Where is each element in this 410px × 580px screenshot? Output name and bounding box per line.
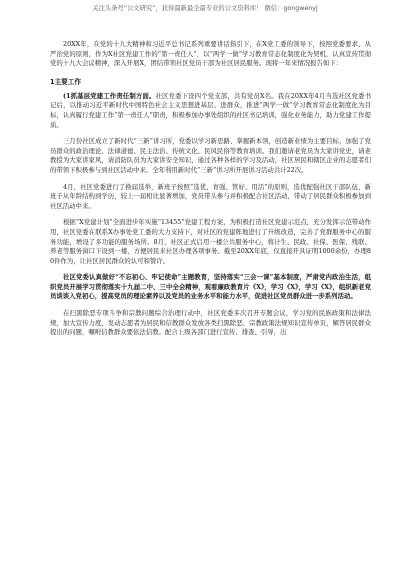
page-header-note: 关注头条号“公文研究”，获得最新最全最专业的公文资料库！ 微信：gongwenyj — [92, 5, 318, 12]
intro-paragraph: 20XX年，在党的十九大精神和习近平总书记系列重要讲话指引下，在X党工委的领导下，按照党委要求、从严治党的原则，作为X社区党建工作的“第一责任人”，以“两学一做”学习教育常态化制度化为契机，认真宣传贯彻党的十九大会议精神，深入开展X，团结带领社区党员干部为社区居民服务。现将一年来情况报告如下： — [50, 40, 371, 68]
paragraph-lecture-hall: 三月份社区成立了新时代“三新”讲习所，党委以学习新思路、掌握新本领，创造新业绩为主要目标，加强了党员群众的政治理论、法律道德、民主法治、传统文化、民风民俗等教育培训。我们邀请老党员为大家讲党史，请老教授为大家讲家风，请消防队员为大家讲安全知识，通过各种各样的学习及活动，社区居民和辖区企业的志愿者们的带领下积极参与到社区活动中来。全年利用新时代“三新”讲习所开展讲习活动共计22次。 — [50, 137, 371, 174]
paragraph-service-center: 根据“X党建计划”全面进步年实施“13455”党建工程方案，为积极打造社区党建示范点，充分发挥示范带动作用，社区党委在联系X办事处党工委的大力支持下，对社区的党建阵地进行了升级改造，完善了党群服务中心的服务功能，增设了多功能的服务场所。8月，社区正式启用一楼公共服务中心，将计生、民政、社保、医保、残联、养老等服务窗口下设到一楼，方便居民来社区办理各项事务。截至20XX年底，仅直接开具证明1000余份，办理80件作为，让社区居民群众的认可和赞许。 — [50, 218, 371, 265]
spacer — [50, 302, 371, 309]
paragraph-theme-education: 社区党委认真做好“不忘初心、牢记使命”主题教育，坚持落实“三会一课”基本制度，严肃党内政治生活，组织党员开展学习贯彻落实十九届二中、三中全会精神，观看廉政教育片《X》，学习《X》，学习《X》，组织新老党员谈谈入党初心，提高党员的理论素养以及党员的业务水平和能力水平，促进社区党员群众进一步系列活动。 — [50, 273, 371, 301]
paragraph-election: 4月，社区党委进行了换届选举，新班子按照“选优、育强、管好、用活”的原则，选优配强社区干部队伍，新班子从年龄结构到学历，较上一届相比显著增加，党员带头参与并积极配合社区活动，带动了居民群众积极参加到社区活动中来。 — [50, 182, 371, 210]
paragraph-text: 社区党委下设四个党支部，共有党员X名。我在20XX年4月当选社区党委书记后，以推动习近平新时代中国特色社会主义思想进基层、进群众，推进“两学一做”学习教育常态化制度化为目标，认真履行党建工作“第一责任人”职责，积极参加办事处组织的社区书记培训，强化业务能力，助力党建工作提质。 — [50, 91, 371, 129]
paragraph-anti-crime: 在扫黑除恶专项斗争和宗教问题综合治理行动中，社区党委多次召开专题会议，学习党的民族政策和法律法规，加大宣传力度，发动志愿者为居民和信教群众发放各类扫黑除恶、宗教政策法规知识宣传单页，解答居民群众提出的问题，嘱咐信教群众要依法信教。配合上级各部门进行宣传、排查、引导，出 — [50, 309, 371, 337]
document-body — [50, 40, 371, 338]
spacer — [50, 176, 371, 183]
paragraph-party-responsibility — [50, 92, 371, 130]
paragraph-lead: (1抓基层党建工作责任制方面。 — [63, 91, 156, 100]
section-heading: 1主要工作 — [50, 77, 81, 86]
